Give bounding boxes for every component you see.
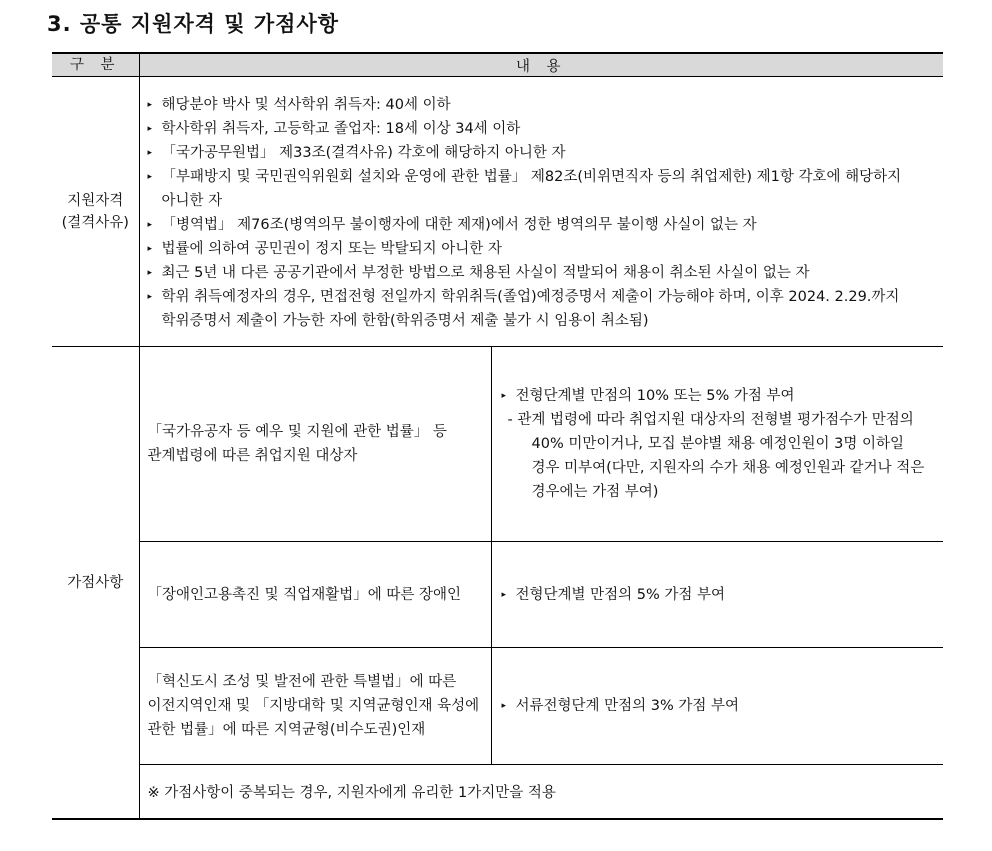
bonus-benefit-2: ▸ 전형단계별 만점의 5% 가점 부여 <box>491 542 943 648</box>
list-item: ▸ 「병역법」 제76조(병역의무 불이행자에 대한 제재)에서 정한 병역의무 불이행 사실이 없는 자 <box>148 213 944 237</box>
bonus-condition-3: 「혁신도시 조성 및 발전에 관한 특별법」에 따른 이전지역인재 및 「지방대학 및 지역균형인재 육성에 관한 법률」에 따른 지역균형(비수도권)인재 <box>139 648 491 765</box>
bullet-icon: ▸ <box>147 123 153 134</box>
bullet-icon: ▸ <box>147 243 153 254</box>
bonus-condition-1: 「국가유공자 등 예우 및 지원에 관한 법률」 등 관계법령에 따른 취업지원 대상자 <box>139 347 491 542</box>
list-item: ▸ 최근 5년 내 다른 공공기관에서 부정한 방법으로 채용된 사실이 적발되어 채용이 취소된 사실이 없는 자 <box>148 261 944 285</box>
bonus-label: 가점사항 <box>52 347 139 820</box>
bonus-row-1 <box>52 347 943 542</box>
list-item: ▸ 「부패방지 및 국민권익위원회 설치와 운영에 관한 법률」 제82조(비위면직자 등의 취업제한) 제1항 각호에 해당하지 아니한 자 <box>148 165 944 213</box>
section-title: 3. 공통 지원자격 및 가점사항 <box>47 12 339 36</box>
table-header-row <box>52 53 943 77</box>
list-item: ▸ 학위 취득예정자의 경우, 면접전형 전일까지 학위취득(졸업)예정증명서 제출이 가능해야 하며, 이후 2024. 2.29.까지 학위증명서 제출이 가능한 자에 한함(학위증명서 제출 불가 시 임용이 취소됨) <box>148 285 944 333</box>
qualification-list <box>140 79 944 345</box>
bonus-note-row <box>52 765 943 820</box>
qualification-content <box>139 77 943 347</box>
bonus-row-2 <box>52 542 943 648</box>
qualification-label-line2: (결격사유) <box>61 214 129 231</box>
bonus-benefit-1: ▸ 전형단계별 만점의 10% 또는 5% 가점 부여 - 관계 법령에 따라 취업지원 대상자의 전형별 평가점수가 만점의 40% 미만이거나, 모집 분야별 채용 예정인원이 3명 이하일 경우 미부여(다만, 지원자의 수가 채용 예정인원과 같거나 적은 경우에는 가점 부여) <box>491 347 943 542</box>
header-content: 내 용 <box>139 53 943 77</box>
bullet-icon: ▸ <box>147 99 153 110</box>
header-category: 구 분 <box>52 53 139 77</box>
bonus-note: ※ 가점사항이 중복되는 경우, 지원자에게 유리한 1가지만을 적용 <box>139 765 943 820</box>
bullet-icon: ▸ <box>147 147 153 158</box>
list-item: ▸ 해당분야 박사 및 석사학위 취득자: 40세 이하 <box>148 93 944 117</box>
bullet-icon: ▸ <box>501 589 507 600</box>
qualification-row <box>52 77 943 347</box>
bullet-icon: ▸ <box>147 291 153 302</box>
bullet-icon: ▸ <box>147 267 153 278</box>
qualification-table <box>52 52 943 820</box>
list-item: ▸ 법률에 의하여 공민권이 정지 또는 박탈되지 아니한 자 <box>148 237 944 261</box>
bullet-icon: ▸ <box>147 171 153 182</box>
bonus-row-3 <box>52 648 943 765</box>
bonus-benefit-3: ▸ 서류전형단계 만점의 3% 가점 부여 <box>491 648 943 765</box>
list-item: ▸ 「국가공무원법」 제33조(결격사유) 각호에 해당하지 아니한 자 <box>148 141 944 165</box>
bullet-icon: ▸ <box>501 701 507 711</box>
bullet-icon: ▸ <box>501 391 507 401</box>
qualification-label <box>52 77 139 347</box>
bonus-condition-2: 「장애인고용촉진 및 직업재활법」에 따른 장애인 <box>139 542 491 648</box>
qualification-label-line1: 지원자격 <box>67 192 124 209</box>
bullet-icon: ▸ <box>147 219 153 230</box>
list-item: ▸ 학사학위 취득자, 고등학교 졸업자: 18세 이상 34세 이하 <box>148 117 944 141</box>
